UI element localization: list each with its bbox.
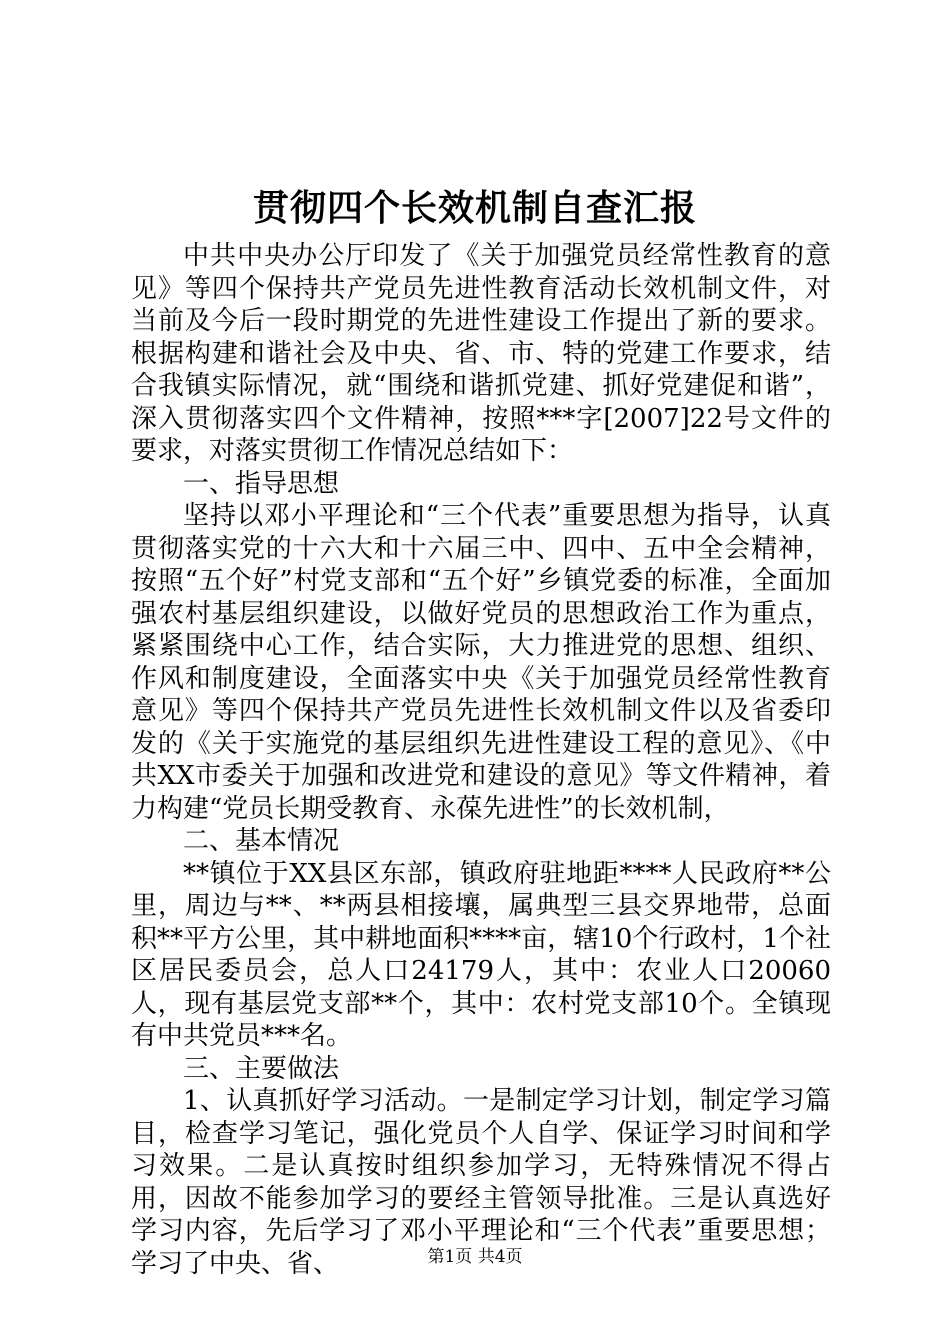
section-heading-basic-situation: 二、基本情况 <box>183 826 340 856</box>
guiding-thought-paragraph: 坚持以邓小平理论和“三个代表”重要思想为指导，认真贯彻落实党的十六大和十六届三中、四中、五中全会精神，按照“五个好”村党支部和“五个好”乡镇党委的标准，全面加强农村基层组织建设，以做好党员的思想政治工作为重点，紧紧围绕中心工作，结合实际，大力推进党的思想、组织、作风和制度建设，全面落实中央《关于加强党员经常性教育意见》等四个保持共产党员先进性长效机制文件以及省委印发的《关于实施党的基层组织先进性建设工程的意见》、《中共XX市委关于加强和改进党和建设的意见》等文件精神，着力构建“党员长期受教育、永葆先进性”的长效机制， <box>131 501 831 824</box>
section-heading-guiding-thought: 一、指导思想 <box>183 468 340 499</box>
section-heading-main-practices: 三、主要做法 <box>183 1053 340 1084</box>
document-title: 贯彻四个长效机制自查汇报 <box>252 187 697 229</box>
basic-situation-paragraph: **镇位于XX县区东部，镇政府驻地距****人民政府**公里，周边与**、**两县相接壤，属典型三县交界地带，总面积**平方公里，其中耕地面积****亩，辖10个行政村，1个社区居民委员会，总人口24179人，其中：农业人口20060人，现有基层党支部**个，其中：农村党支部10个。全镇现有中共党员***名。 <box>131 858 831 1051</box>
main-practices-paragraph: 1、认真抓好学习活动。一是制定学习计划，制定学习篇目，检查学习笔记，强化党员个人自学、保证学习时间和学习效果。二是认真按时组织参加学习，无特殊情况不得占用，因故不能参加学习的要经主管领导批准。三是认真选好学习内容，先后学习了邓小平理论和“三个代表”重要思想；学习了中央、省、 <box>131 1086 831 1279</box>
document-body <box>131 240 831 1280</box>
page-number-footer: 第1页 共4页 <box>427 1247 523 1267</box>
intro-paragraph: 中共中央办公厅印发了《关于加强党员经常性教育的意见》等四个保持共产党员先进性教育活动长效机制文件，对当前及今后一段时期党的先进性建设工作提出了新的要求。根据构建和谐社会及中央、省、市、特的党建工作要求，结合我镇实际情况，就“围绕和谐抓党建、抓好党建促和谐”，深入贯彻落实四个文件精神，按照***字[2007]22号文件的要求，对落实贯彻工作情况总结如下： <box>131 241 831 466</box>
